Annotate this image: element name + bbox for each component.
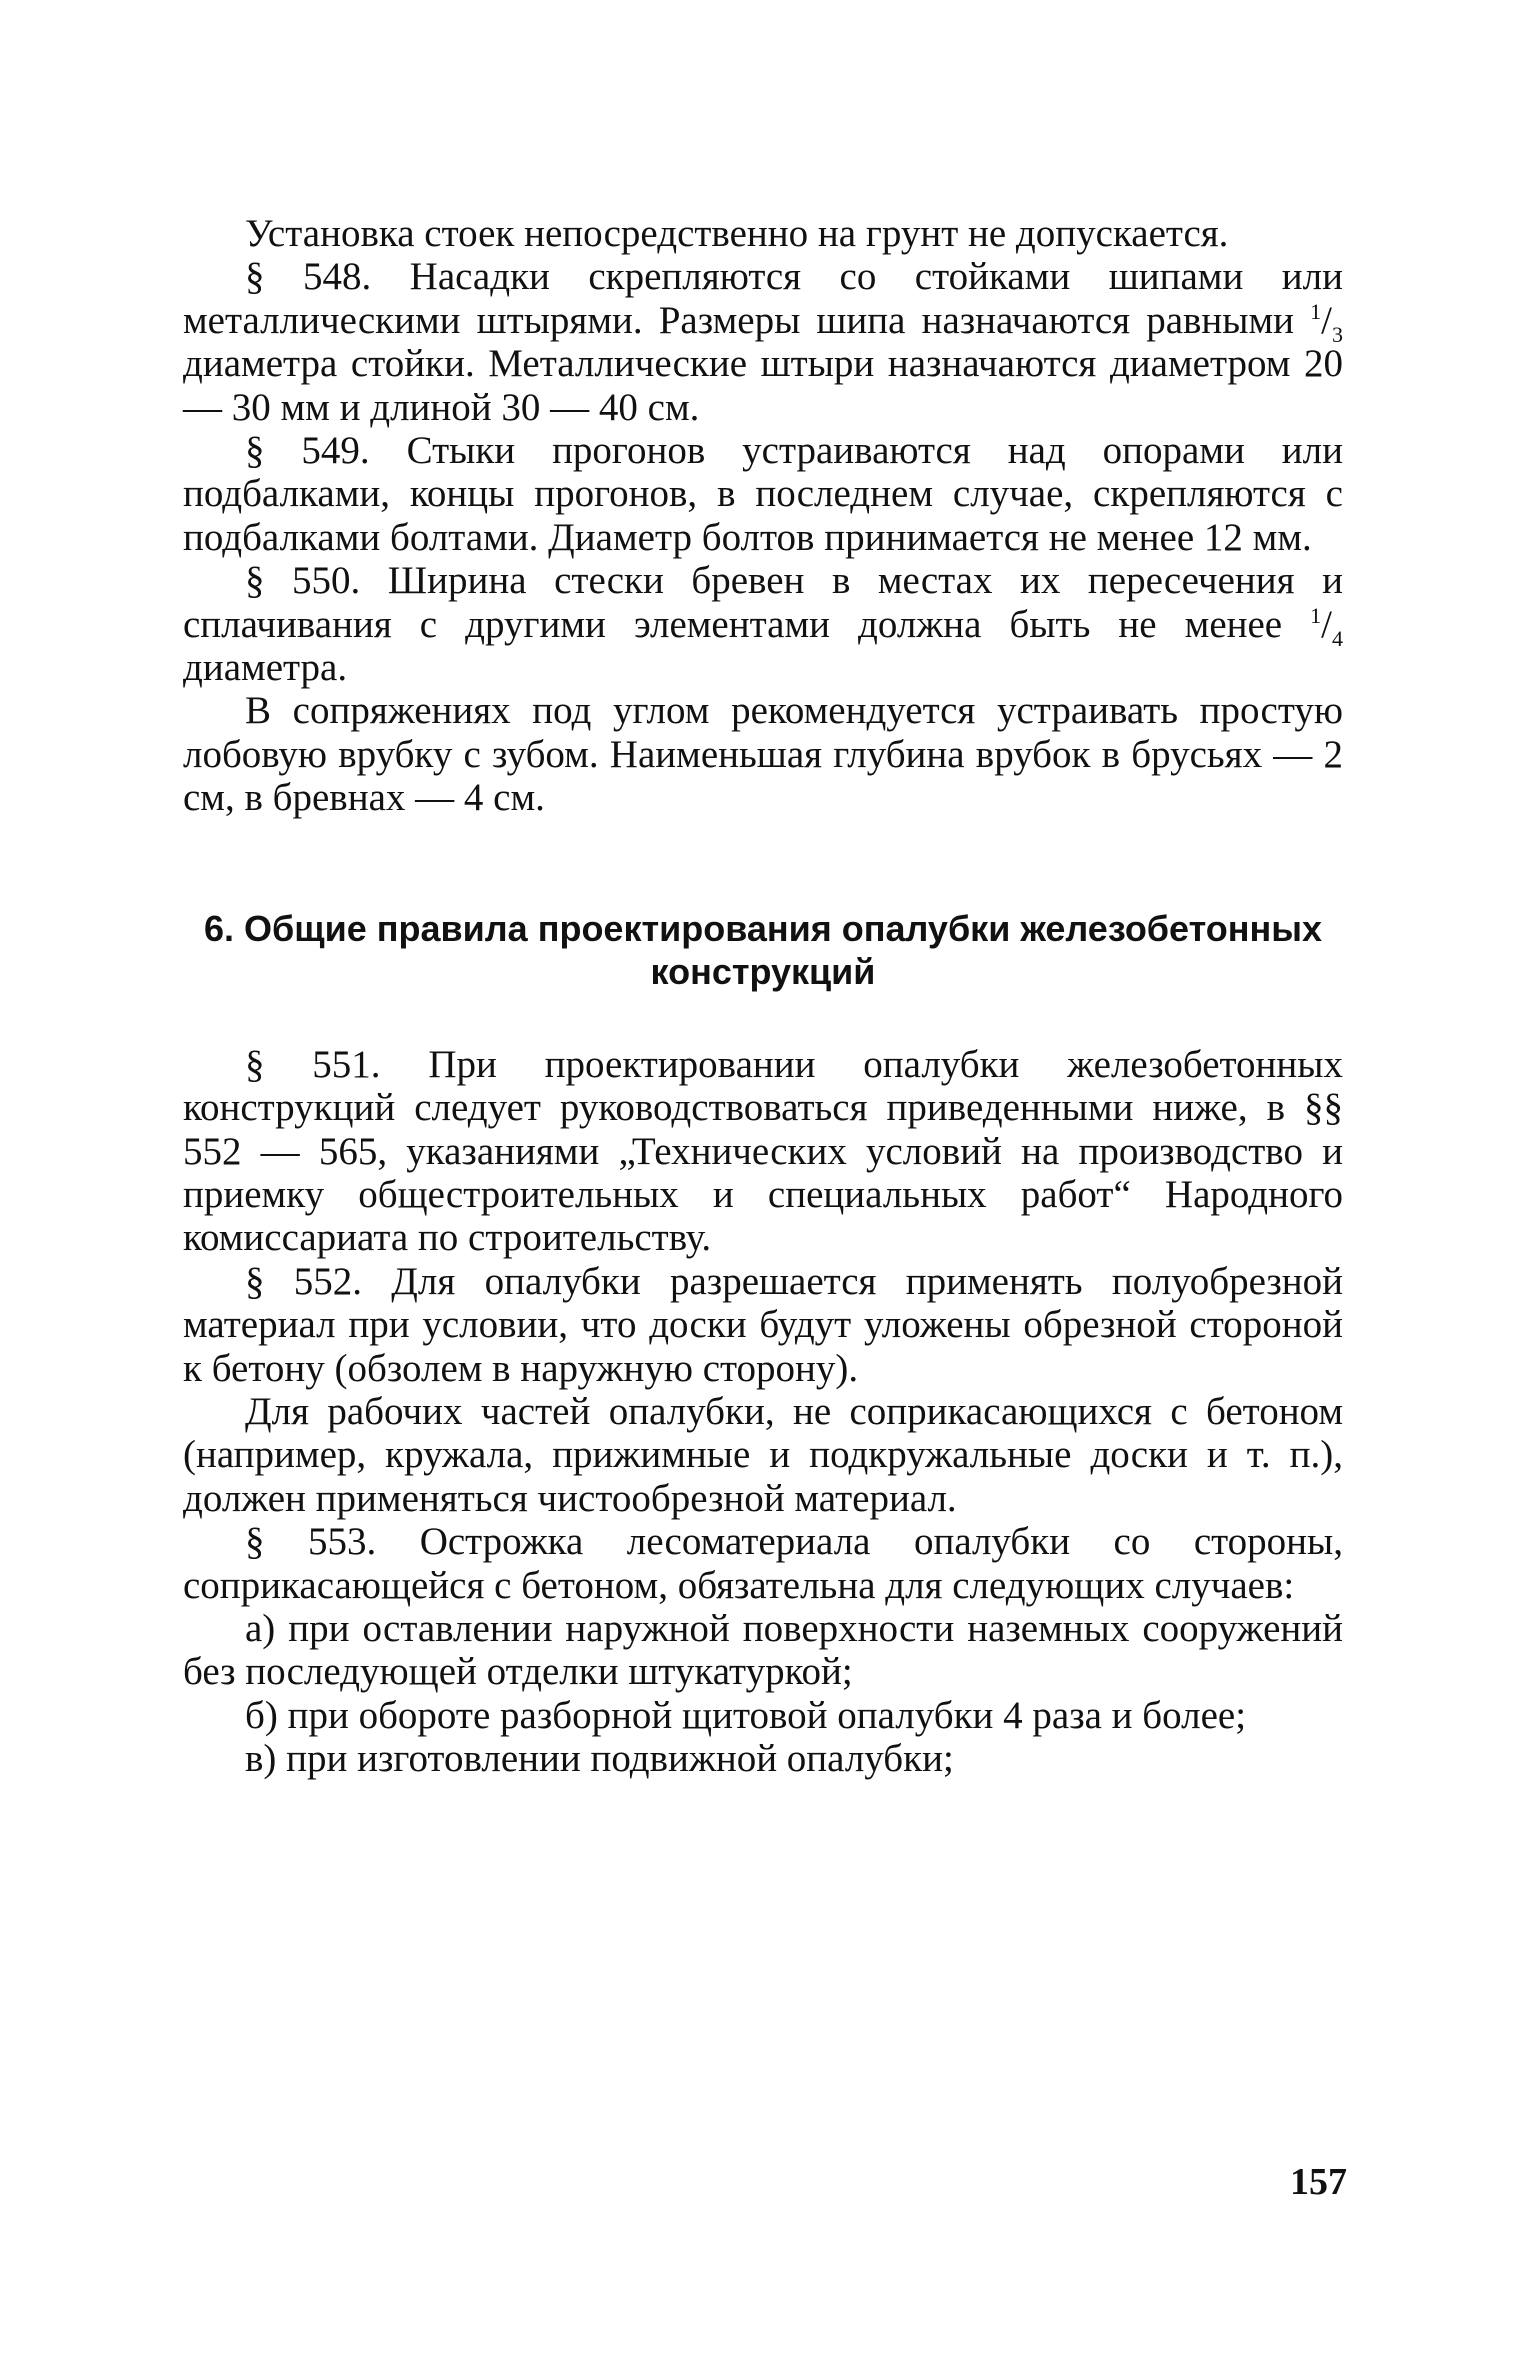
fraction-one-third: $^1/_3$ (1310, 298, 1343, 347)
list-item-b: б) при обороте разборной щитовой опалубки 4 раза и более; (245, 1693, 1247, 1737)
page-text (183, 212, 1343, 1781)
paragraph-intro: Установка стоек непосредственно на грунт не допускается. (245, 212, 1229, 255)
paragraph-551: § 551. При проектировании опалубки железобетонных конструкций следует руководствоваться приведенными ниже, в §§ 552 — 565, указаниями „Технических условий на производство и приемку общестроительных и специальных работ“ Народного комиссариата по строительству. (183, 1042, 1343, 1260)
paragraph-552-working-parts: Для рабочих частей опалубки, не соприкасающихся с бетоном (например, кружала, прижимные и подкружальные доски и т. п.), должен применяться чистообрезной материал. (183, 1389, 1343, 1520)
paragraph-549: § 549. Стыки прогонов устраиваются над опорами или подбалками, концы прогонов, в последнем случае, скрепляются с подбалками болтами. Диаметр болтов принимается не менее 12 мм. (183, 429, 1343, 559)
list-item-a: а) при оставлении наружной поверхности наземных сооружений без последующей отделки штукатуркой; (183, 1606, 1343, 1694)
paragraph-552: § 552. Для опалубки разрешается применять полуобрезной материал при условии, что доски будут уложены обрезной стороной к бетону (обзолем в наружную сторону). (183, 1259, 1343, 1390)
paragraph-550: § 550. Ширина стески бревен в местах их пересечения и сплачивания с другими элементами должна быть не менее $^1/_4$ диаметра. (183, 559, 1343, 690)
paragraph-548: § 548. Насадки скрепляются со стойками шипами или металлическими штырями. Размеры шипа назначаются равными $^1/_3$ диаметра стойки. Металлические штыри назначаются диаметром 20 — 30 мм и длиной 30 — 40 см. (183, 255, 1343, 429)
paragraph-550-joints: В сопряжениях под углом рекомендуется устраивать простую лобовую врубку с зубом. Наименьшая глубина врубок в брусьях — 2 см, в бревнах — 4 см. (183, 689, 1343, 820)
section-heading: 6. Общие правила проектирования опалубки железобетонных конструкций (204, 907, 1322, 992)
list-item-c: в) при изготовлении подвижной опалубки; (245, 1737, 954, 1781)
paragraph-553: § 553. Острожка лесоматериала опалубки со стороны, соприкасающейся с бетоном, обязательна для следующих случаев: (183, 1520, 1343, 1607)
fraction-one-quarter: $^1/_4$ (1310, 602, 1343, 651)
page-number: 157 (1290, 2161, 1347, 2203)
